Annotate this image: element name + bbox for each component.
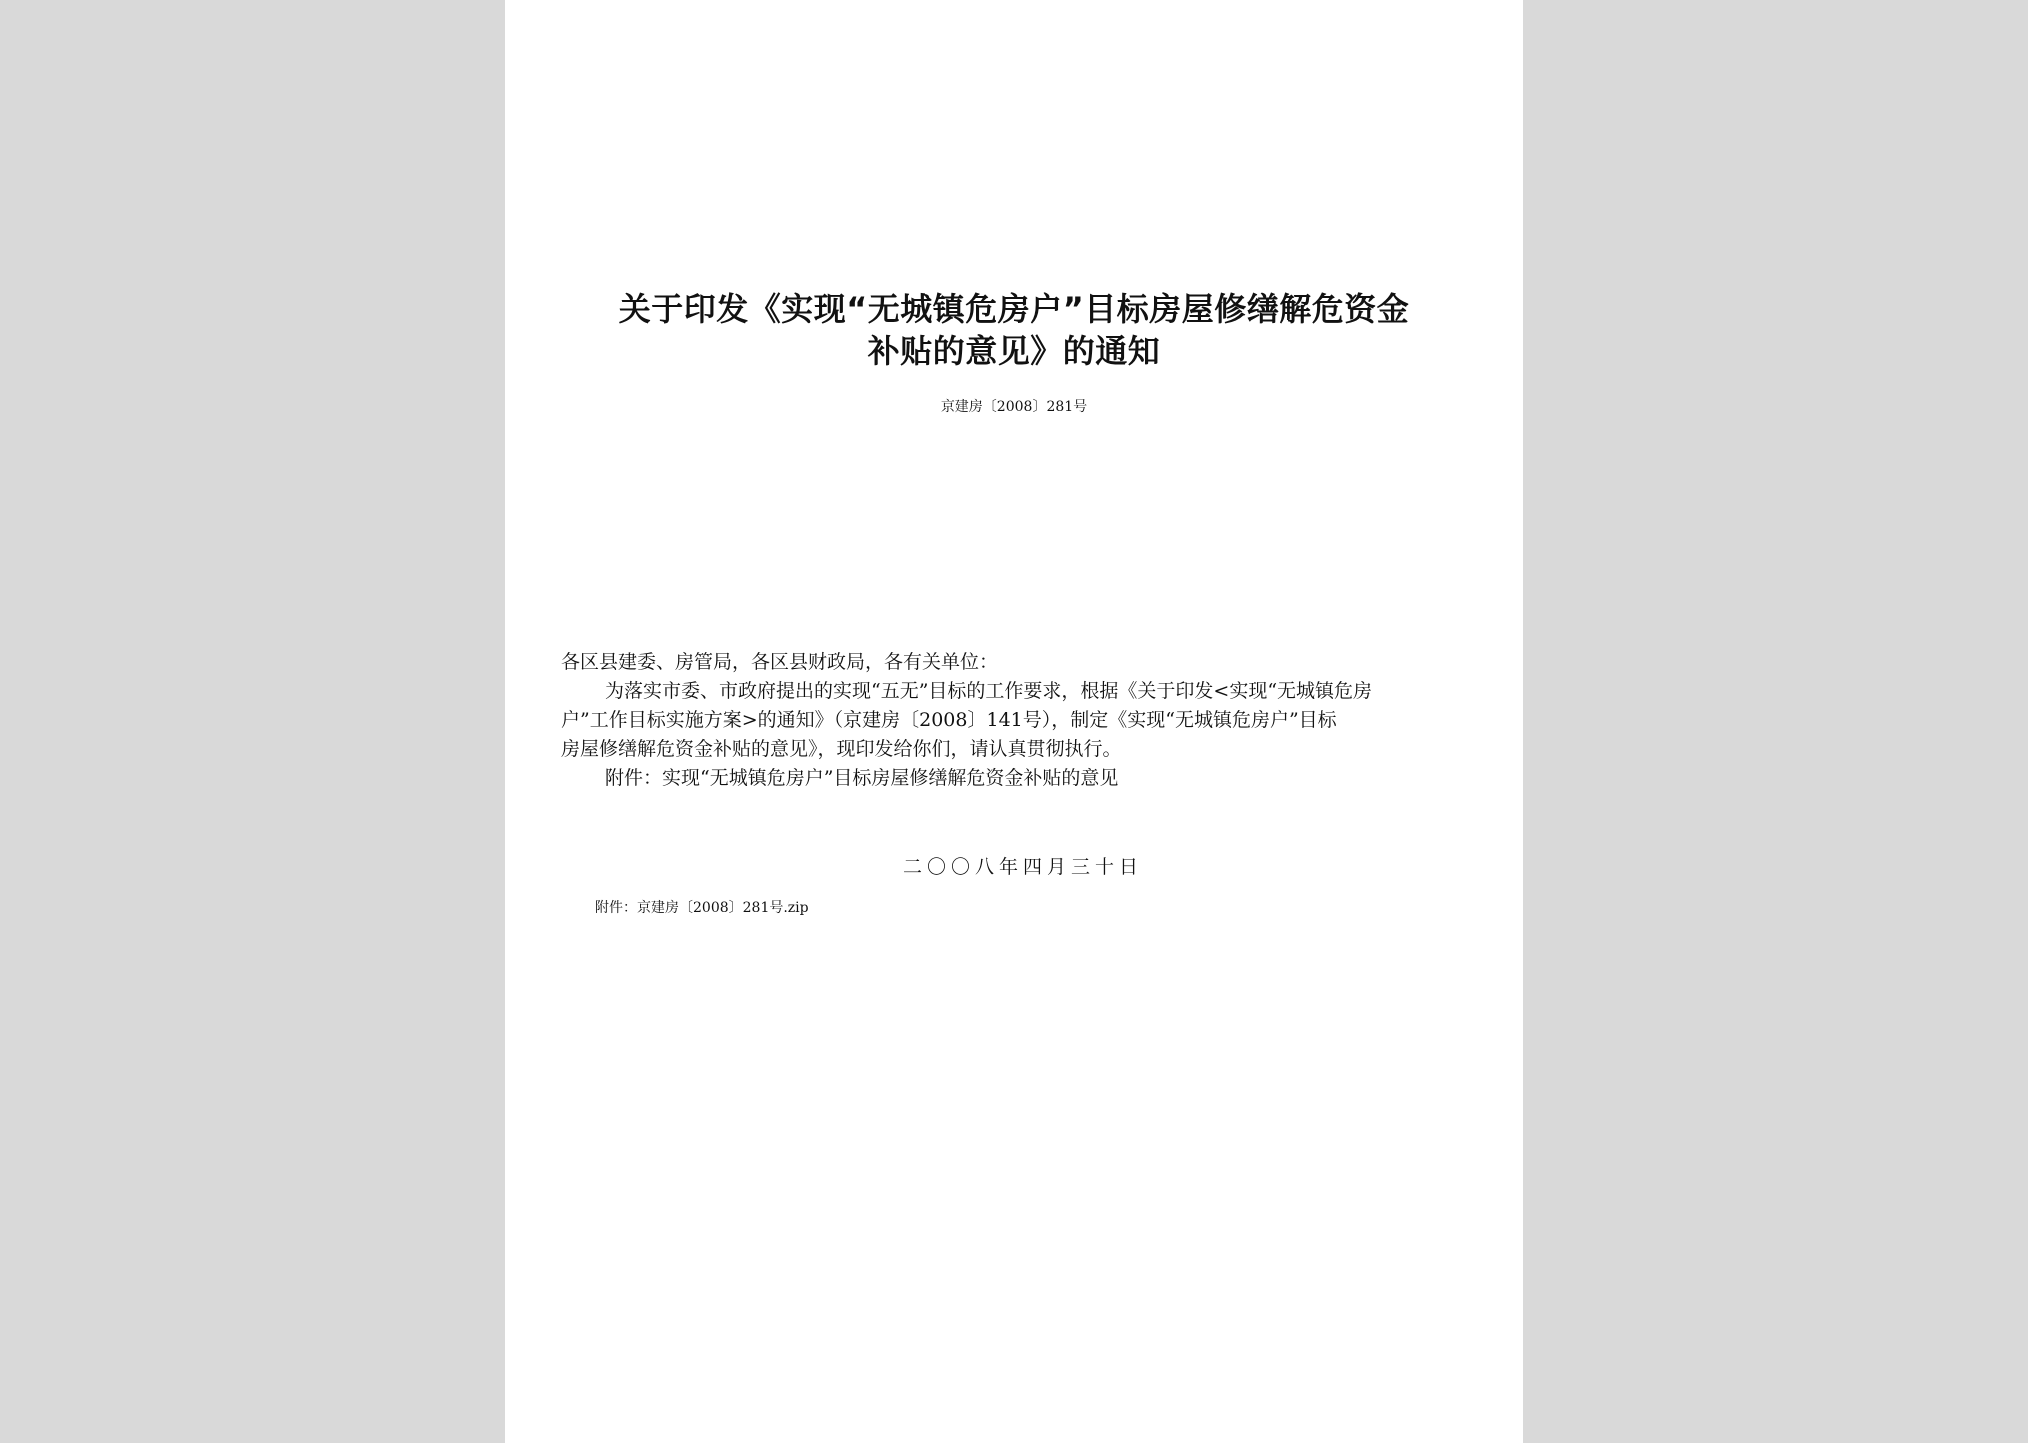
paragraph-line: 户”工作目标实施方案>的通知》（京建房〔2008〕141号），制定《实现“无城镇危房户”目标 [561, 709, 1337, 731]
attachment-line: 附件：实现“无城镇危房户”目标房屋修缮解危资金补贴的意见 [605, 767, 1119, 789]
paragraph-line: 为落实市委、市政府提出的实现“五无”目标的工作要求，根据《关于印发<实现“无城镇危房 [605, 680, 1373, 702]
title-line-1: 关于印发《实现“无城镇危房户”目标房屋修缮解危资金 [618, 290, 1410, 328]
document-body [561, 648, 1481, 793]
attachment-file-link[interactable]: 京建房〔2008〕281号.zip [637, 900, 809, 916]
paragraph-line: 房屋修缮解危资金补贴的意见》，现印发给你们，请认真贯彻执行。 [561, 738, 1122, 760]
attachment-prefix: 附件： [595, 900, 637, 916]
attachment-file [595, 899, 809, 917]
document-date: 二〇〇八年四月三十日 [902, 856, 1143, 878]
document-number: 京建房〔2008〕281号 [940, 399, 1088, 415]
document-page [505, 0, 1523, 1443]
title-line-2: 补贴的意见》的通知 [867, 332, 1161, 370]
salutation: 各区县建委、房管局，各区县财政局，各有关单位： [561, 651, 999, 673]
document-title [545, 288, 1483, 372]
